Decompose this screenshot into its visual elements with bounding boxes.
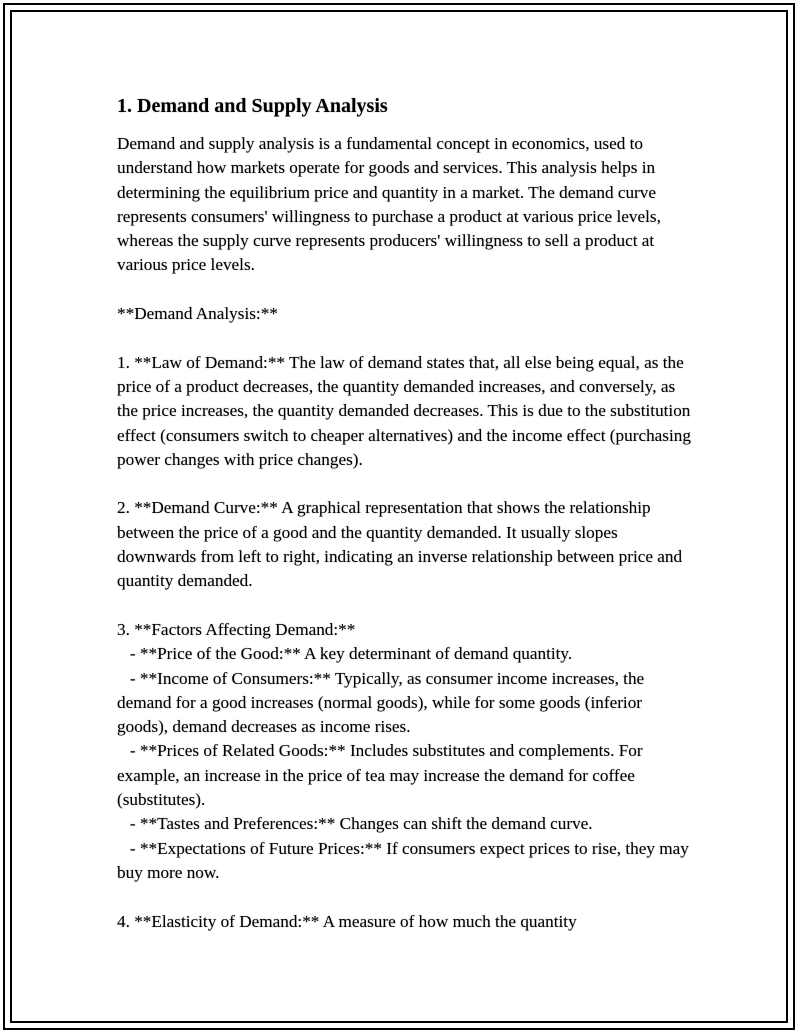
demand-curve-paragraph: 2. **Demand Curve:** A graphical representation that shows the relationship between the price of a good and the quantity demanded. It usually slopes downwards from left to right, indicating an inverse relationship between price and quantity demanded. — [117, 498, 687, 591]
factors-affecting-demand-paragraph: 3. **Factors Affecting Demand:** - **Price of the Good:** A key determinant of demand quantity. - **Income of Consumers:** Typically, as consumer income increases, the demand for a good increases (normal goods), while for some goods (inferior goods), demand decreases as income rises. - **Prices of Related Goods:** Includes substitutes and complements. For example, an increase in the price of tea may increase the demand for coffee (substitutes). - **Tastes and Preferences:** Changes can shift the demand curve. - **Expectations of Future Prices:** If consumers expect prices to rise, they may buy more now. — [117, 619, 689, 882]
intro-paragraph: Demand and supply analysis is a fundamental concept in economics, used to understand how markets operate for goods and services. This analysis helps in determining the equilibrium price and quantity in a market. The demand curve represents consumers' willingness to purchase a product at various price levels, whereas the supply curve represents producers' willingness to sell a product at various price levels. — [117, 134, 666, 275]
section-heading: 1. Demand and Supply Analysis — [117, 95, 388, 117]
elasticity-of-demand-paragraph: 4. **Elasticity of Demand:** A measure of how much the quantity — [117, 911, 577, 931]
document-body — [117, 92, 697, 934]
demand-analysis-heading: **Demand Analysis:** — [117, 304, 278, 324]
law-of-demand-paragraph: 1. **Law of Demand:** The law of demand states that, all else being equal, as the price of a product decreases, the quantity demanded increases, and conversely, as the price increases, the quantity demanded decreases. This is due to the substitution effect (consumers switch to cheaper alternatives) and the income effect (purchasing power changes with price changes). — [117, 352, 696, 469]
